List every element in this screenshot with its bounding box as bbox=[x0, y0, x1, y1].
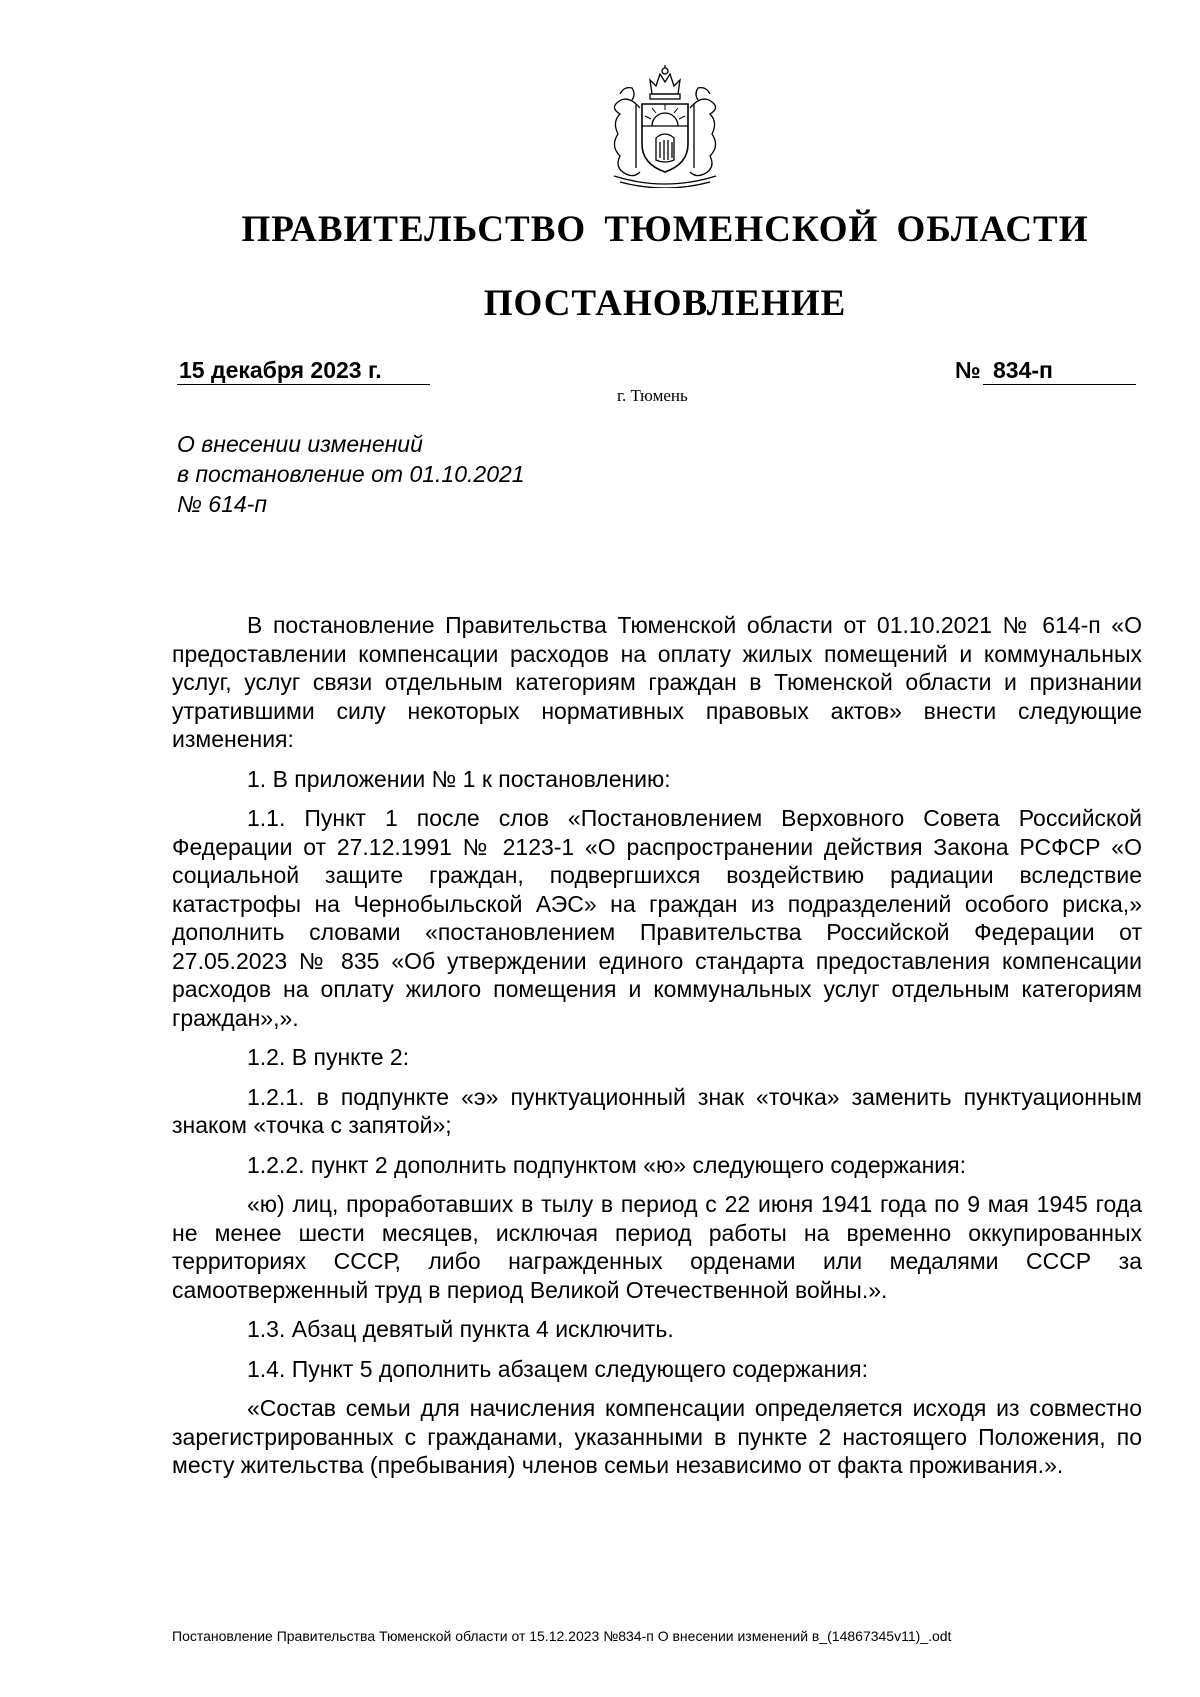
document-number: 834-п bbox=[993, 357, 1053, 383]
document-number-label: № bbox=[955, 357, 981, 383]
government-name: ПРАВИТЕЛЬСТВО ТЮМЕНСКОЙ ОБЛАСТИ bbox=[241, 209, 1089, 250]
city: г. Тюмень bbox=[617, 386, 688, 405]
body-paragraph: «Состав семьи для начисления компенсации определяется исходя из совместно зарегистрированных с гражданами, указанными в пункте 2 настоящего Положения, по месту жительства (пребывания) членов семьи независимо от факта проживания.». bbox=[172, 1395, 1142, 1478]
document-date: 15 декабря 2023 г. bbox=[179, 357, 382, 383]
page-footer: Постановление Правительства Тюменской области от 15.12.2023 №834-п О внесении изменений в_(14867345v11)_.odt bbox=[172, 1628, 952, 1644]
tyumen-coat-of-arms-icon bbox=[590, 64, 740, 188]
body-paragraph: 1.2.1. в подпункте «э» пунктуационный знак «точка» заменить пунктуационным знаком «точка с запятой»; bbox=[172, 1083, 1142, 1138]
subject-line: № 614-п bbox=[177, 491, 267, 517]
body-paragraph: 1.3. Абзац девятый пункта 4 исключить. bbox=[247, 1316, 674, 1342]
body-paragraph: 1. В приложении № 1 к постановлению: bbox=[247, 765, 671, 792]
body-paragraph: «ю) лиц, проработавших в тылу в период с 22 июня 1941 года по 9 мая 1945 года не менее шести месяцев, исключая период работы на временно оккупированных территориях СССР, либо награжденных орденами или медалями СССР за самоотверженный труд в период Великой Отечественной войны.». bbox=[172, 1191, 1142, 1303]
document-body bbox=[172, 611, 1142, 1491]
document-date-field bbox=[177, 356, 430, 385]
subject-line: О внесении изменений bbox=[177, 431, 423, 457]
document-number-field bbox=[983, 356, 1136, 385]
body-paragraph: 1.2. В пункте 2: bbox=[247, 1044, 410, 1070]
body-paragraph: 1.4. Пункт 5 дополнить абзацем следующего содержания: bbox=[247, 1355, 868, 1382]
body-paragraph: 1.1. Пункт 1 после слов «Постановлением Верховного Совета Российской Федерации от 27.12.1991 № 2123-1 «О распространении действия Закона РСФСР «О социальной защите граждан, подвергшихся воздействию радиации вследствие катастрофы на Чернобыльской АЭС» на граждан из подразделений особого риска,» дополнить словами «постановлением Правительства Российской Федерации от 27.05.2023 № 835 «Об утверждении единого стандарта предоставления компенсации расходов на оплату жилого помещения и коммунальных услуг отдельным категориям граждан»,». bbox=[172, 805, 1142, 1031]
body-paragraph: 1.2.2. пункт 2 дополнить подпунктом «ю» следующего содержания: bbox=[247, 1151, 966, 1178]
document-type: ПОСТАНОВЛЕНИЕ bbox=[483, 283, 847, 324]
document-subject bbox=[177, 429, 525, 519]
subject-line: в постановление от 01.10.2021 bbox=[177, 461, 525, 487]
body-paragraph: В постановление Правительства Тюменской области от 01.10.2021 № 614-п «О предоставлении компенсации расходов на оплату жилых помещений и коммунальных услуг, услуг связи отдельным категориям граждан в Тюменской области и признании утратившими силу некоторых нормативных правовых актов» внести следующие изменения: bbox=[172, 612, 1142, 752]
